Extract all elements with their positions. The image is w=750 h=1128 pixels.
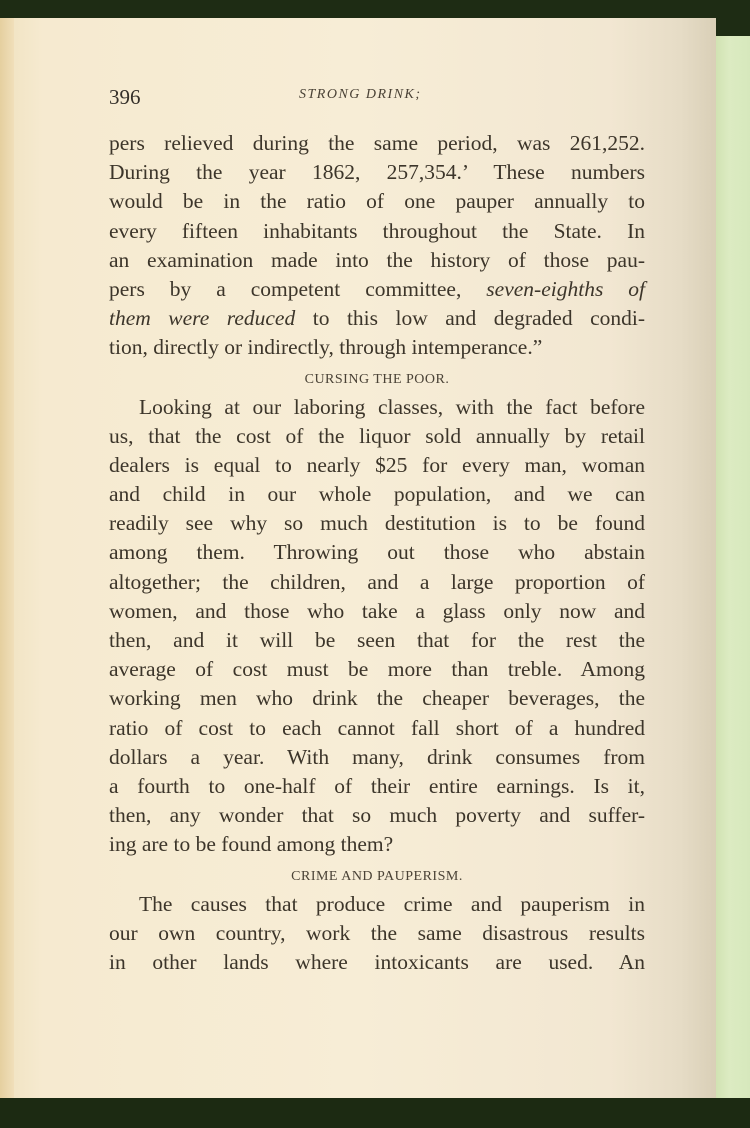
text-line	[109, 304, 645, 333]
text-line: among them. Throwing out those who abstain	[109, 540, 645, 565]
text-line: women, and those who take a glass only now and	[109, 598, 645, 623]
text-line: readily see why so much destitution is to be found	[109, 511, 645, 536]
page-text	[109, 85, 645, 977]
text-line: tion, directly or indirectly, through intemperance.”	[109, 335, 543, 360]
page-header	[109, 85, 645, 115]
section-heading: CRIME AND PAUPERISM.	[291, 868, 463, 884]
text-line: ing are to be found among them?	[109, 832, 394, 857]
background-bottom	[0, 1098, 750, 1128]
text-line: would be in the ratio of one pauper annually to	[109, 189, 645, 214]
text-line: average of cost must be more than treble. Among	[109, 657, 645, 682]
text-line	[109, 275, 645, 304]
text-line: and child in our whole population, and we can	[109, 482, 645, 507]
page-number: 396	[109, 85, 141, 109]
adjacent-page-edge	[712, 36, 750, 1098]
text-segment: to this low and degraded condi-	[312, 306, 645, 331]
text-line: then, and it will be seen that for the rest the	[109, 628, 645, 652]
text-line: ratio of cost to each cannot fall short of a hundred	[109, 715, 645, 740]
text-line: The causes that produce crime and pauperism in	[139, 891, 645, 916]
text-line: us, that the cost of the liquor sold annually by retail	[109, 423, 645, 448]
text-line: During the year 1862, 257,354.’ These numbers	[109, 160, 645, 185]
page-gutter-edge	[0, 18, 14, 1114]
italic-text: seven-eighths of	[486, 276, 645, 301]
text-line: altogether; the children, and a large proportion of	[109, 569, 645, 594]
text-segment: pers by a competent committee,	[109, 276, 462, 301]
running-head: STRONG DRINK;	[299, 87, 422, 102]
text-line: every fifteen inhabitants throughout the State. In	[109, 218, 645, 243]
text-line: Looking at our laboring classes, with the fact before	[139, 394, 645, 419]
text-line: a fourth to one-half of their entire earnings. Is it,	[109, 773, 645, 798]
text-line: in other lands where intoxicants are used. An	[109, 949, 645, 974]
text-line: dollars a year. With many, drink consumes from	[109, 744, 645, 769]
text-line: our own country, work the same disastrous results	[109, 920, 645, 945]
text-line: then, any wonder that so much poverty and suffer-	[109, 803, 645, 828]
text-line: dealers is equal to nearly $25 for every man, woman	[109, 452, 645, 477]
text-line: an examination made into the history of those pau-	[109, 247, 645, 272]
italic-text: them were reduced	[109, 306, 296, 331]
text-line: pers relieved during the same period, was 261,252.	[109, 131, 645, 155]
text-line: working men who drink the cheaper beverages, the	[109, 686, 645, 711]
section-heading: CURSING THE POOR.	[304, 371, 450, 387]
